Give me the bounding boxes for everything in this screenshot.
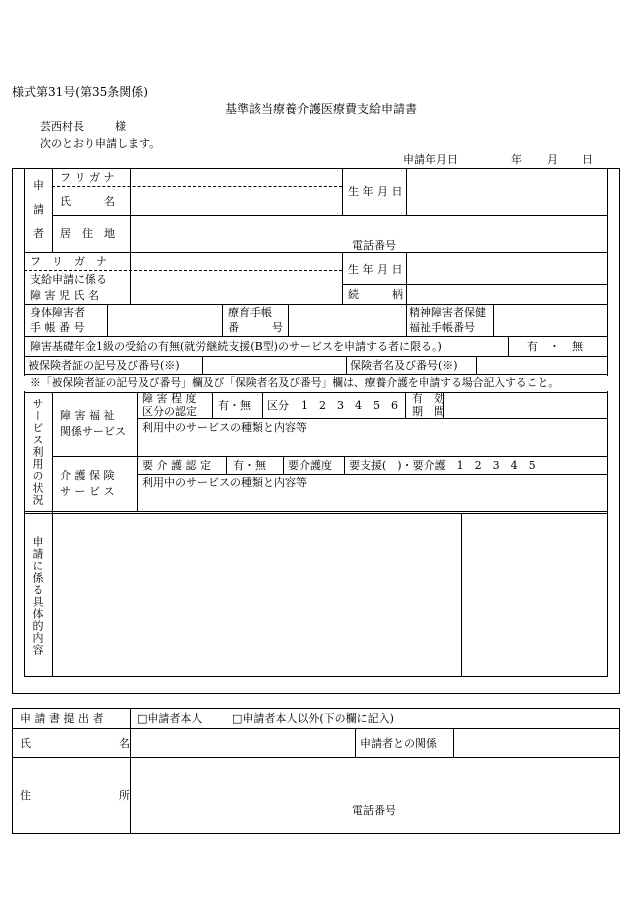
date-day: 日 — [582, 153, 593, 166]
divider — [283, 456, 284, 474]
divider — [406, 304, 407, 336]
insurance-note: ※「被保険者証の記号及び番号」欄及び「保険者名及び番号」欄は、療養介護を申請する場合記入すること。 — [30, 376, 560, 389]
rule — [137, 418, 608, 419]
divider — [52, 513, 53, 677]
divider — [52, 168, 53, 252]
submitter-phone-label: 電話番号 — [352, 804, 396, 817]
rehab-handbook-label-2: 番 号 — [228, 321, 283, 334]
pension-dot: ・ — [549, 340, 560, 353]
rule — [24, 336, 608, 337]
honorific: 様 — [115, 120, 126, 133]
welfare-service-label-2: 関係サービス — [60, 425, 126, 438]
page-title: 基準該当療養介護医療費支給申請書 — [225, 102, 418, 116]
intro-text: 次のとおり申請します。 — [40, 137, 161, 150]
rule — [24, 304, 608, 305]
submitter-box — [12, 708, 620, 834]
care-yes-no: 有・無 — [233, 459, 266, 472]
rehab-handbook-label-1: 療育手帳 — [228, 306, 272, 319]
divider — [346, 356, 347, 374]
care-usage-note: 利用中のサービスの種類と内容等 — [142, 476, 307, 489]
disability-degree-label-1: 障 害 程 度 — [142, 392, 197, 405]
divider — [130, 168, 131, 304]
care-insurance-label-2: サ ー ビ ス — [60, 485, 115, 498]
rule — [24, 511, 608, 512]
divider — [342, 168, 343, 215]
class-label: 区分 — [267, 399, 289, 412]
submitter-option-self[interactable]: □申請者本人 — [137, 712, 203, 725]
care-cert-label: 要 介 護 認 定 — [142, 459, 211, 472]
rule — [24, 374, 608, 375]
child-furigana-label: フ リ ガ ナ — [30, 255, 107, 268]
pension-question: 障害基礎年金1級の受給の有無(就労継続支援(B型)のサービスを申請する者に限る。) — [30, 340, 442, 353]
divider — [508, 336, 509, 356]
rule — [24, 252, 608, 253]
applicant-label-1: 申 — [33, 179, 44, 192]
child-name-label-1: 支給申請に係る — [30, 273, 107, 286]
divider — [202, 356, 203, 374]
rule — [12, 728, 620, 729]
care-support-values: 要支援( )・要介護 1 2 3 4 5 — [349, 459, 536, 472]
divider — [453, 728, 454, 757]
divider — [405, 392, 406, 418]
submitter-option-other[interactable]: □申請者本人以外(下の欄に記入) — [232, 712, 394, 725]
rule — [137, 474, 608, 475]
applicant-name-label: 氏 名 — [60, 195, 115, 208]
insurer-label: 保険者名及び番号(※) — [350, 359, 458, 372]
addressee: 芸西村長 — [40, 120, 84, 133]
divider — [137, 392, 138, 511]
divider — [107, 304, 108, 336]
rule — [24, 356, 608, 357]
rule — [342, 284, 608, 285]
disability-degree-label-2: 区分の認定 — [142, 405, 197, 418]
divider — [493, 304, 494, 336]
mental-handbook-label-2: 福祉手帳番号 — [409, 321, 475, 334]
pension-no: 無 — [572, 340, 583, 353]
divider — [222, 304, 223, 336]
care-level-label: 要介護度 — [288, 459, 332, 472]
divider — [226, 456, 227, 474]
divider — [355, 728, 356, 757]
submitter-address-label: 住 所 — [20, 789, 130, 802]
divider — [212, 392, 213, 418]
details-label: 申請に係る具体的内容 — [31, 536, 44, 656]
rule — [12, 757, 620, 758]
date-year: 年 — [511, 153, 522, 166]
applicant-address-label: 居 住 地 — [60, 227, 115, 240]
applicant-label-2: 請 — [33, 203, 44, 216]
divider — [52, 392, 53, 513]
divider — [288, 304, 289, 336]
child-name-label-2: 障 害 児 氏 名 — [30, 289, 99, 302]
rule — [52, 215, 608, 216]
submitter-relationship-label: 申請者との関係 — [360, 737, 437, 750]
date-month: 月 — [547, 153, 558, 166]
divider — [406, 168, 407, 215]
care-insurance-label-1: 介 護 保 険 — [60, 469, 115, 482]
divider — [461, 513, 462, 677]
divider — [344, 456, 345, 474]
child-relationship-label: 続 柄 — [348, 288, 403, 301]
service-usage-label: サービス利用の状況 — [31, 398, 44, 506]
valid-period-label-1: 有 効 — [412, 392, 445, 405]
divider — [406, 252, 407, 304]
divider — [262, 392, 263, 418]
applicant-phone-label: 電話番号 — [352, 239, 396, 252]
form-number: 様式第31号(第35条関係) — [12, 85, 148, 99]
welfare-service-label-1: 障 害 福 祉 — [60, 409, 115, 422]
mental-handbook-label-1: 精神障害者保健 — [409, 306, 486, 319]
class-values: 1 2 3 4 5 6 — [301, 399, 398, 412]
applicant-birthdate-label: 生 年 月 日 — [348, 185, 403, 198]
dashed-rule — [52, 186, 342, 187]
applicant-label-3: 者 — [33, 227, 44, 240]
physical-handbook-label-1: 身体障害者 — [30, 306, 85, 319]
valid-period-label-2: 期 間 — [412, 405, 445, 418]
submitter-label: 申 請 書 提 出 者 — [20, 712, 104, 725]
physical-handbook-label-2: 手 帳 番 号 — [30, 321, 85, 334]
pension-yes: 有 — [527, 340, 538, 353]
rule — [24, 392, 608, 393]
insured-number-label: 被保険者証の記号及び番号(※) — [28, 359, 180, 372]
degree-yes-no: 有・無 — [218, 399, 251, 412]
divider — [476, 356, 477, 374]
welfare-usage-note: 利用中のサービスの種類と内容等 — [142, 421, 307, 434]
submitter-name-label: 氏 名 — [20, 737, 130, 750]
details-box — [24, 513, 608, 677]
applicant-furigana-label: フ リ ガ ナ — [60, 171, 115, 184]
rule — [52, 456, 608, 457]
child-birthdate-label: 生 年 月 日 — [348, 263, 403, 276]
date-label: 申請年月日 — [403, 153, 458, 166]
dashed-rule — [24, 270, 342, 271]
divider — [130, 708, 131, 834]
divider — [342, 252, 343, 304]
